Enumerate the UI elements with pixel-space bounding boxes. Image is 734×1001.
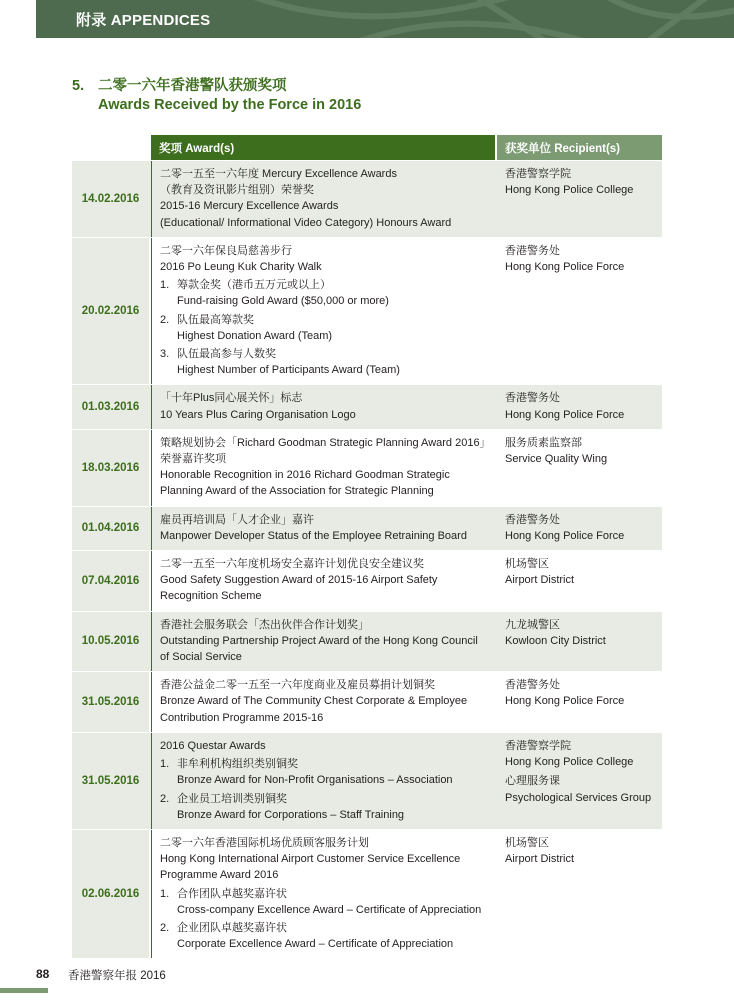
award-cell xyxy=(151,385,495,428)
table-row xyxy=(72,671,662,732)
award-sub-item-en xyxy=(160,772,487,788)
award-line: 香港社会服务联会「杰出伙伴合作计划奖」 xyxy=(160,618,369,631)
award-sub-item xyxy=(160,756,487,788)
recipient-name-en: Hong Kong Police Force xyxy=(505,529,625,542)
award-line: of Social Service xyxy=(160,651,242,664)
award-line: 10 Years Plus Caring Organisation Logo xyxy=(160,408,356,421)
recipient-name-zh: 机场警区 xyxy=(505,836,549,849)
award-sub-item-number: 2. xyxy=(160,921,170,934)
award-sub-item xyxy=(160,312,487,344)
award-sub-item-number: 2. xyxy=(160,313,170,326)
award-sub-item-indent xyxy=(160,902,177,918)
table-row xyxy=(72,237,662,385)
award-sub-item-en-text: Bronze Award for Corporations – Staff Training xyxy=(177,808,405,821)
award-sub-item xyxy=(160,346,487,378)
recipient-name-en: Hong Kong Police Force xyxy=(505,408,625,421)
footer-accent-bar xyxy=(0,988,48,993)
award-sub-item-zh xyxy=(160,277,487,293)
award-cell xyxy=(151,238,495,385)
award-date: 31.05.2016 xyxy=(72,672,149,732)
award-sub-item-zh-text: 队伍最高参与人数奖 xyxy=(177,348,276,361)
column-header-recipient: 获奖单位 Recipient(s) xyxy=(497,135,662,160)
award-sub-item-en xyxy=(160,293,487,309)
award-sub-item-zh xyxy=(160,312,487,328)
award-sub-item-number: 1. xyxy=(160,279,170,292)
award-sub-item-number: 1. xyxy=(160,758,170,771)
recipient-name-en: Psychological Services Group xyxy=(505,791,652,804)
award-sub-item xyxy=(160,791,487,823)
award-sub-item-number: 1. xyxy=(160,887,170,900)
table-row xyxy=(72,732,662,829)
award-sub-item-zh-text: 筹款金奖（港币五万元或以上） xyxy=(177,279,331,292)
award-line: 雇员再培训局「人才企业」嘉许 xyxy=(160,513,314,526)
recipient-name-zh: 服务质素监察部 xyxy=(505,436,582,449)
recipient-name-zh: 九龙城警区 xyxy=(505,618,560,631)
recipient-name-zh: 香港警务处 xyxy=(505,513,560,526)
award-sub-item-indent xyxy=(160,293,177,309)
recipient-cell xyxy=(497,672,662,732)
award-line: Planning Award of the Association for Strategic Planning xyxy=(160,485,434,498)
award-sub-item-zh xyxy=(160,920,487,936)
award-sub-item-number: 3. xyxy=(160,348,170,361)
award-cell xyxy=(151,672,495,732)
award-sub-item-number: 2. xyxy=(160,792,170,805)
award-sub-item-en xyxy=(160,362,487,378)
recipient-cell xyxy=(497,238,662,385)
recipient-cell xyxy=(497,830,662,958)
award-sub-item-indent xyxy=(160,807,177,823)
award-sub-item-zh-text: 队伍最高筹款奖 xyxy=(177,313,254,326)
section-title-en: Awards Received by the Force in 2016 xyxy=(98,97,362,113)
award-sub-item-en xyxy=(160,328,487,344)
recipient-cell xyxy=(497,385,662,428)
award-cell xyxy=(151,733,495,829)
awards-table xyxy=(72,135,662,958)
award-sub-item xyxy=(160,277,487,309)
recipient-name-zh: 香港警务处 xyxy=(505,679,560,692)
award-line: 香港公益金二零一五至一六年度商业及雇员募捐计划铜奖 xyxy=(160,679,435,692)
award-date: 31.05.2016 xyxy=(72,733,149,829)
award-date: 07.04.2016 xyxy=(72,551,149,611)
award-sub-item-zh-text: 合作团队卓越奖嘉许状 xyxy=(177,887,287,900)
award-line: 「十年Plus同心展关怀」标志 xyxy=(160,392,303,405)
award-line: 2016 Po Leung Kuk Charity Walk xyxy=(160,261,322,274)
column-header-award: 奖项 Award(s) xyxy=(151,135,495,160)
table-row xyxy=(72,160,662,237)
recipient-cell xyxy=(497,733,662,829)
award-sub-item-zh xyxy=(160,346,487,362)
award-sub-item-en-text: Highest Donation Award (Team) xyxy=(177,329,333,342)
award-line: 2015-16 Mercury Excellence Awards xyxy=(160,200,339,213)
recipient-name-en: Hong Kong Police College xyxy=(505,756,634,769)
section-number: 5. xyxy=(72,78,85,94)
page-number: 88 xyxy=(36,967,50,981)
recipient-name-zh: 香港警务处 xyxy=(505,392,560,405)
award-sub-item-indent xyxy=(160,362,177,378)
table-row xyxy=(72,611,662,672)
award-sub-item-zh-text: 非牟利机构组织类别铜奖 xyxy=(177,758,298,771)
recipient-cell xyxy=(497,430,662,506)
table-row xyxy=(72,506,662,550)
award-line: Programme Award 2016 xyxy=(160,869,279,882)
award-line: 策略规划协会「Richard Goodman Strategic Planning Award 2016」 xyxy=(160,436,491,449)
table-row xyxy=(72,429,662,506)
appendices-banner xyxy=(36,0,734,38)
award-cell xyxy=(151,551,495,611)
recipient-cell xyxy=(497,161,662,237)
award-sub-item-indent xyxy=(160,328,177,344)
award-sub-item-en xyxy=(160,902,487,918)
award-date: 10.05.2016 xyxy=(72,612,149,672)
award-sub-item-zh-text: 企业员工培训类别铜奖 xyxy=(177,792,287,805)
award-line: Honorable Recognition in 2016 Richard Goodman Strategic xyxy=(160,469,450,482)
table-body xyxy=(72,160,662,958)
recipient-cell xyxy=(497,507,662,550)
award-cell xyxy=(151,507,495,550)
award-line: 二零一六年香港国际机场优质顾客服务计划 xyxy=(160,836,369,849)
award-sub-item-en xyxy=(160,936,487,952)
award-sub-item xyxy=(160,886,487,918)
table-header xyxy=(72,135,662,160)
recipient-name-zh: 香港警察学院 xyxy=(505,739,571,752)
award-line: Bronze Award of The Community Chest Corporate & Employee xyxy=(160,695,468,708)
recipient-name-zh: 机场警区 xyxy=(505,558,549,571)
recipient-name-en: Hong Kong Police College xyxy=(505,184,634,197)
recipient-name-zh: 香港警务处 xyxy=(505,244,560,257)
award-sub-item-zh xyxy=(160,756,487,772)
award-sub-item-zh-text: 企业团队卓越奖嘉许状 xyxy=(177,921,287,934)
award-line: Outstanding Partnership Project Award of the Hong Kong Council xyxy=(160,634,478,647)
award-line: （教育及资讯影片组别）荣誉奖 xyxy=(160,184,314,197)
recipient-name-en: Kowloon City District xyxy=(505,634,606,647)
section-heading xyxy=(72,77,361,115)
recipient-name-en: Hong Kong Police Force xyxy=(505,695,625,708)
award-sub-item-zh xyxy=(160,791,487,807)
award-sub-item-en xyxy=(160,807,487,823)
award-cell xyxy=(151,830,495,958)
recipient-name-en: Hong Kong Police Force xyxy=(505,261,625,274)
section-title-zh: 二零一六年香港警队获颁奖项 xyxy=(98,78,287,94)
award-date: 20.02.2016 xyxy=(72,238,149,385)
recipient-name-zh: 香港警察学院 xyxy=(505,168,571,180)
award-line: 二零一五至一六年度机场安全嘉许计划优良安全建议奖 xyxy=(160,558,424,571)
recipient-name-en: Service Quality Wing xyxy=(505,453,608,466)
award-sub-item-en-text: Corporate Excellence Award – Certificate of Appreciation xyxy=(177,938,454,951)
table-row xyxy=(72,384,662,428)
table-row xyxy=(72,829,662,958)
award-line: (Educational/ Informational Video Category) Honours Award xyxy=(160,216,452,229)
award-line: 二零一六年保良局慈善步行 xyxy=(160,244,292,257)
award-sub-item-indent xyxy=(160,936,177,952)
award-line: Good Safety Suggestion Award of 2015-16 Airport Safety xyxy=(160,574,438,587)
award-sub-item-en-text: Highest Number of Participants Award (Team) xyxy=(177,364,400,377)
award-date: 01.03.2016 xyxy=(72,385,149,428)
award-line: Manpower Developer Status of the Employee Retraining Board xyxy=(160,529,467,542)
recipient-name-en: Airport District xyxy=(505,853,575,866)
award-sub-item-en-text: Cross-company Excellence Award – Certificate of Appreciation xyxy=(177,903,482,916)
award-line: Contribution Programme 2015-16 xyxy=(160,711,324,724)
award-date: 14.02.2016 xyxy=(72,161,149,237)
award-cell xyxy=(151,612,495,672)
award-sub-item-en-text: Fund-raising Gold Award ($50,000 or more) xyxy=(177,295,389,308)
award-cell xyxy=(151,161,495,237)
award-date: 18.03.2016 xyxy=(72,430,149,506)
award-sub-item-indent xyxy=(160,772,177,788)
recipient-cell xyxy=(497,551,662,611)
award-line: 荣誉嘉许奖项 xyxy=(160,453,226,466)
recipient-name-en: Airport District xyxy=(505,574,575,587)
award-line: Recognition Scheme xyxy=(160,590,262,603)
publication-name: 香港警察年报 2016 xyxy=(68,970,166,982)
award-sub-item-en-text: Bronze Award for Non-Profit Organisations – Association xyxy=(177,774,453,787)
award-line: 2016 Questar Awards xyxy=(160,739,266,752)
award-sub-item-zh xyxy=(160,886,487,902)
recipient-name-zh: 心理服务课 xyxy=(505,775,560,788)
award-line: Hong Kong International Airport Customer Service Excellence xyxy=(160,853,461,866)
table-row xyxy=(72,550,662,611)
award-date: 01.04.2016 xyxy=(72,507,149,550)
recipient-cell xyxy=(497,612,662,672)
award-line: 二零一五至一六年度 Mercury Excellence Awards xyxy=(160,168,397,180)
award-cell xyxy=(151,430,495,506)
banner-title: 附录 APPENDICES xyxy=(76,12,211,29)
award-sub-item xyxy=(160,920,487,952)
award-date: 02.06.2016 xyxy=(72,830,149,958)
